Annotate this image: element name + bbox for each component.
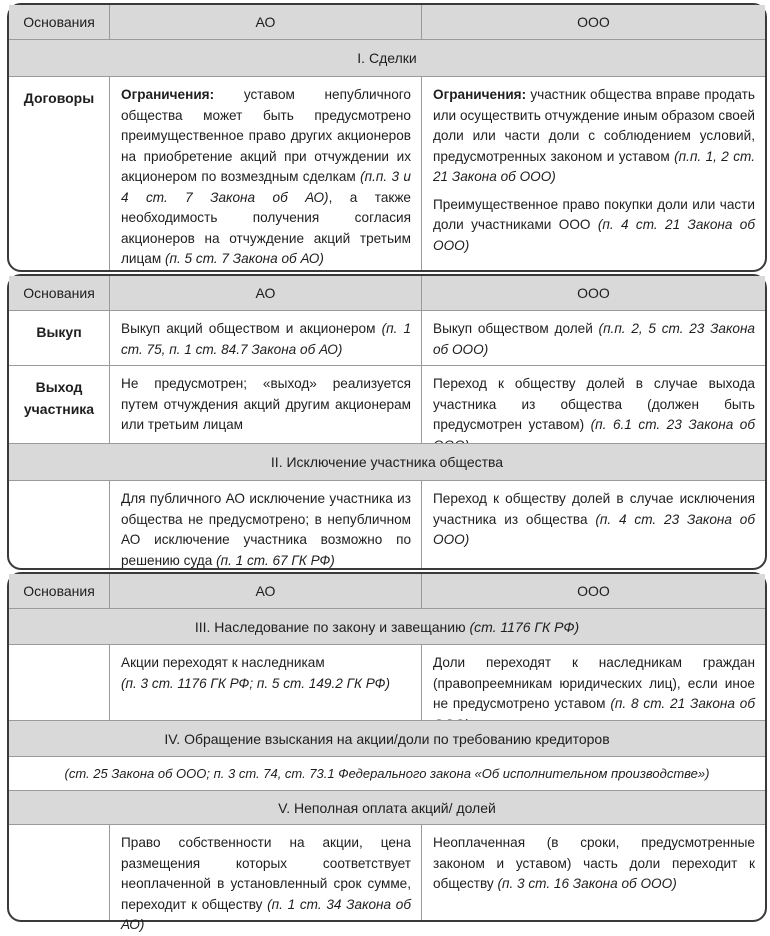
law-reference: (п.п. 3 и 4 ст. 7 Закона об АО) [121, 169, 411, 205]
law-reference: (п. 1 ст. 67 ГК РФ) [216, 552, 335, 568]
reference-row [9, 756, 765, 790]
law-reference: (п.п. 1, 2 ст. 21 Закона об ООО) [433, 148, 755, 184]
law-reference: (п.п. 2, 5 ст. 23 Закона об ООО) [433, 321, 755, 357]
table-row [9, 644, 765, 720]
reference-line [9, 757, 765, 790]
cell-text: участник общества вправе продать или осуществить отчуждение иным образом своей доли или части доли с соблюдением условий, предусмотренных законом и уставом [433, 87, 755, 164]
section-row [9, 790, 765, 824]
table-row [9, 480, 765, 568]
row-name-line: участника [23, 401, 95, 417]
header-ao: АО [109, 276, 421, 310]
section-row [9, 608, 765, 644]
row-name-empty [9, 645, 109, 720]
ao-cell [109, 311, 421, 365]
ao-cell [109, 645, 421, 720]
cell-text: Для публичного АО исключение участника из общества не предусмотрено; в непубличном АО исключение участника возможно по решению суда [121, 491, 411, 568]
section-row [9, 720, 765, 756]
law-reference: (п. 1 ст. 34 Закона об АО) [121, 896, 411, 932]
ooo-cell [421, 645, 765, 720]
section-title: II. Исключение участника общества [270, 454, 504, 470]
law-reference: (п. 6.1 ст. 23 Закона об [590, 417, 755, 432]
header-row [9, 276, 765, 310]
cell-text: Доли переходят к наследникам граждан (правопреемникам юридических лиц), если иное не предусмотрено уставом [433, 655, 755, 711]
ooo-cell [421, 481, 765, 568]
section-title: IV. Обращение взыскания на акции/доли по требованию кредиторов [164, 730, 610, 747]
header-ooo: ООО [421, 5, 765, 39]
row-name: Договоры [23, 90, 95, 106]
cell-text: , а также необходимость получения согласия акционеров на отчуждение акций третьим лицам [121, 189, 411, 266]
table-panel-1 [7, 3, 767, 272]
law-reference: (п. 1 ст. 75, п. 1 ст. 84.7 Закона об АО) [121, 321, 412, 357]
cell-text: Право собственности на акции, цена размещения которых соответствует неоплаченной в установленный срок сумме, переходит к обществу [121, 835, 411, 912]
cell-text: Выкуп акций обществом и акционером [121, 321, 382, 336]
header-ooo: ООО [421, 574, 765, 608]
ooo-cell [421, 77, 765, 270]
header-osnovaniya: Основания [23, 285, 95, 301]
law-reference: (ст. 25 Закона об ООО; п. 3 ст. 74, ст. 73.1 Федерального закона «Об исполнительном производстве») [64, 766, 710, 781]
cell-text: Неоплаченная (в сроки, предусмотренные законом и уставом) часть доли переходит к обществу [433, 835, 755, 891]
table-row [9, 824, 765, 932]
cell-text: Переход к обществу долей в случае исключения участника из общества [433, 491, 755, 527]
header-osnovaniya: Основания [23, 583, 95, 599]
row-name-line: Выход [35, 379, 83, 395]
cell-text: Преимущественное право покупки доли или части доли участниками ООО [433, 196, 755, 232]
table-row [9, 365, 765, 443]
law-reference: (п. 4 ст. 21 Закона об ООО) [433, 217, 755, 253]
header-osnovaniya: Основания [23, 14, 95, 30]
restriction-label: Ограничения: [433, 87, 527, 102]
law-reference: (п. 4 ст. 23 Закона об ООО) [433, 511, 755, 547]
section-title: V. Неполная оплата акций/ долей [278, 799, 496, 816]
header-ooo: ООО [421, 276, 765, 310]
law-reference: (п. 3 ст. 1176 ГК РФ; п. 5 ст. 149.2 ГК РФ) [121, 675, 391, 691]
section-row [9, 39, 765, 76]
section-title-text: III. Наследование по закону и завещанию [194, 618, 470, 635]
ooo-cell [421, 311, 765, 365]
section-row [9, 443, 765, 480]
cell-text: Выкуп обществом долей [433, 321, 599, 336]
cell-text: Не предусмотрен; «выход» реализуется путем отчуждения акций другим акционерам или третьим лицам [121, 376, 411, 432]
cell-text: уставом непубличного общества может быть предусмотрено преимущественное право других акционеров на приобретение акций при отчуждении их акционером по возмездным сделкам [121, 87, 411, 184]
ao-cell [109, 77, 421, 270]
ao-cell [109, 366, 421, 443]
ao-cell [109, 825, 421, 932]
header-ao: АО [109, 5, 421, 39]
row-name-empty [9, 825, 109, 920]
law-reference: (п. 5 ст. 7 Закона об АО) [165, 251, 324, 266]
table-row [9, 76, 765, 270]
table-row [9, 310, 765, 365]
header-row [9, 574, 765, 608]
row-name: Выкуп [36, 324, 82, 340]
ooo-cell [421, 825, 765, 920]
ao-cell [109, 481, 421, 568]
law-reference: (п. 3 ст. 16 Закона об ООО) [497, 876, 677, 891]
ooo-cell [421, 366, 765, 443]
section-title: I. Сделки [357, 50, 417, 66]
section-title [9, 609, 765, 644]
header-row [9, 5, 765, 39]
row-name [9, 366, 109, 443]
row-name-empty [9, 481, 109, 568]
table-panel-2 [7, 274, 767, 570]
law-reference: (п. 8 ст. 21 Закона об [610, 696, 755, 711]
law-reference: (ст. 1176 ГК РФ) [469, 618, 580, 635]
table-panel-3 [7, 572, 767, 932]
cell-text: Переход к обществу долей в случае выхода участника из общества (должен быть предусмотрен уставом) [433, 376, 755, 432]
cell-text: Акции переходят к наследникам [121, 655, 325, 670]
restriction-label: Ограничения: [121, 87, 215, 102]
header-ao: АО [109, 574, 421, 608]
